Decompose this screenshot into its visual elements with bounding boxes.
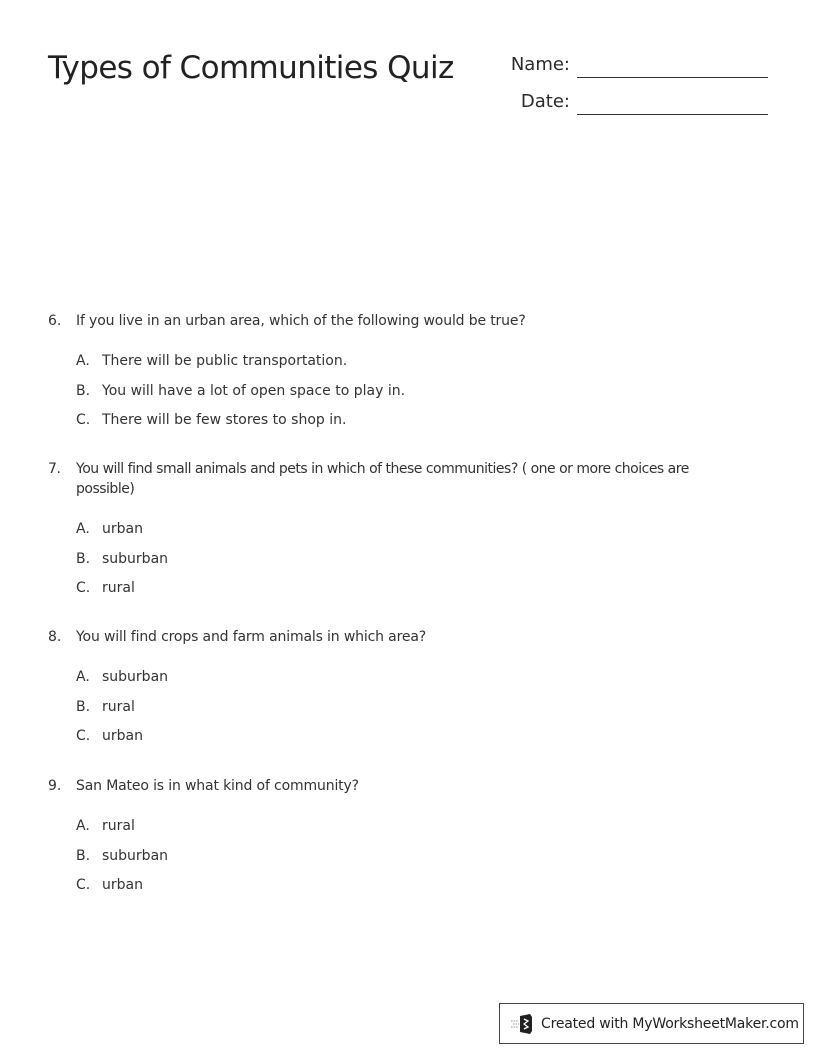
- question-6: [48, 311, 748, 440]
- created-with-badge: [499, 1003, 804, 1044]
- choice-letter: C.: [76, 877, 91, 894]
- choice-letter: B.: [76, 382, 91, 399]
- choice-list: [48, 351, 748, 440]
- choice-list: [48, 667, 748, 756]
- worksheet-maker-logo-icon: [510, 1013, 536, 1035]
- question-text: If you live in an urban area, which of the following would be true?: [76, 313, 526, 329]
- choice-letter: C.: [76, 412, 91, 429]
- choice-list: [48, 519, 748, 608]
- question-7: [48, 459, 748, 608]
- question-9: [48, 776, 748, 905]
- choice-letter: A.: [76, 669, 90, 685]
- name-blank-line: [577, 77, 768, 78]
- choice-letter: C.: [76, 580, 91, 597]
- choice-letter: A.: [76, 353, 90, 369]
- choice-text: urban: [102, 728, 143, 745]
- choice-a: [76, 519, 748, 549]
- choice-b: [76, 697, 748, 727]
- choice-text: urban: [102, 521, 143, 537]
- choice-letter: A.: [76, 818, 90, 834]
- date-label: Date:: [520, 91, 570, 112]
- choice-text: suburban: [102, 669, 169, 685]
- question-8: [48, 627, 748, 756]
- question-number: 9.: [48, 778, 62, 794]
- choice-text: suburban: [102, 550, 169, 567]
- page-title: Types of Communities Quiz: [48, 50, 454, 86]
- question-number: 6.: [48, 313, 62, 329]
- question-stem: [48, 776, 748, 796]
- name-label: Name:: [510, 54, 570, 75]
- choice-b: [76, 549, 748, 579]
- choice-text: rural: [102, 818, 135, 834]
- choice-text: suburban: [102, 847, 169, 864]
- choice-b: [76, 381, 748, 411]
- choice-letter: B.: [76, 698, 91, 715]
- choice-c: [76, 578, 748, 608]
- date-field: [500, 91, 768, 113]
- question-stem: [48, 459, 748, 499]
- choice-a: [76, 816, 748, 846]
- question-text: You will find small animals and pets in which of these communities? ( one or more choices are possible): [76, 461, 689, 497]
- choice-text: There will be public transportation.: [102, 353, 348, 369]
- question-stem: [48, 627, 748, 647]
- date-blank-line: [577, 114, 768, 115]
- choice-text: rural: [102, 580, 135, 597]
- name-field: [500, 54, 768, 76]
- created-with-text: Created with MyWorksheetMaker.com: [541, 1015, 799, 1032]
- question-number: 8.: [48, 629, 62, 645]
- choice-c: [76, 726, 748, 756]
- choice-a: [76, 351, 748, 381]
- choice-b: [76, 846, 748, 876]
- choice-c: [76, 410, 748, 440]
- choice-text: There will be few stores to shop in.: [102, 412, 347, 429]
- choice-letter: A.: [76, 521, 90, 537]
- choice-letter: C.: [76, 728, 91, 745]
- choice-list: [48, 816, 748, 905]
- choice-c: [76, 875, 748, 905]
- choice-text: You will have a lot of open space to play in.: [102, 382, 406, 399]
- choice-letter: B.: [76, 847, 91, 864]
- question-text: You will find crops and farm animals in which area?: [76, 629, 427, 645]
- question-number: 7.: [48, 461, 61, 477]
- question-text: San Mateo is in what kind of community?: [76, 778, 359, 794]
- choice-a: [76, 667, 748, 697]
- choice-text: urban: [102, 877, 143, 894]
- choice-letter: B.: [76, 550, 91, 567]
- question-stem: [48, 311, 748, 331]
- choice-text: rural: [102, 698, 135, 715]
